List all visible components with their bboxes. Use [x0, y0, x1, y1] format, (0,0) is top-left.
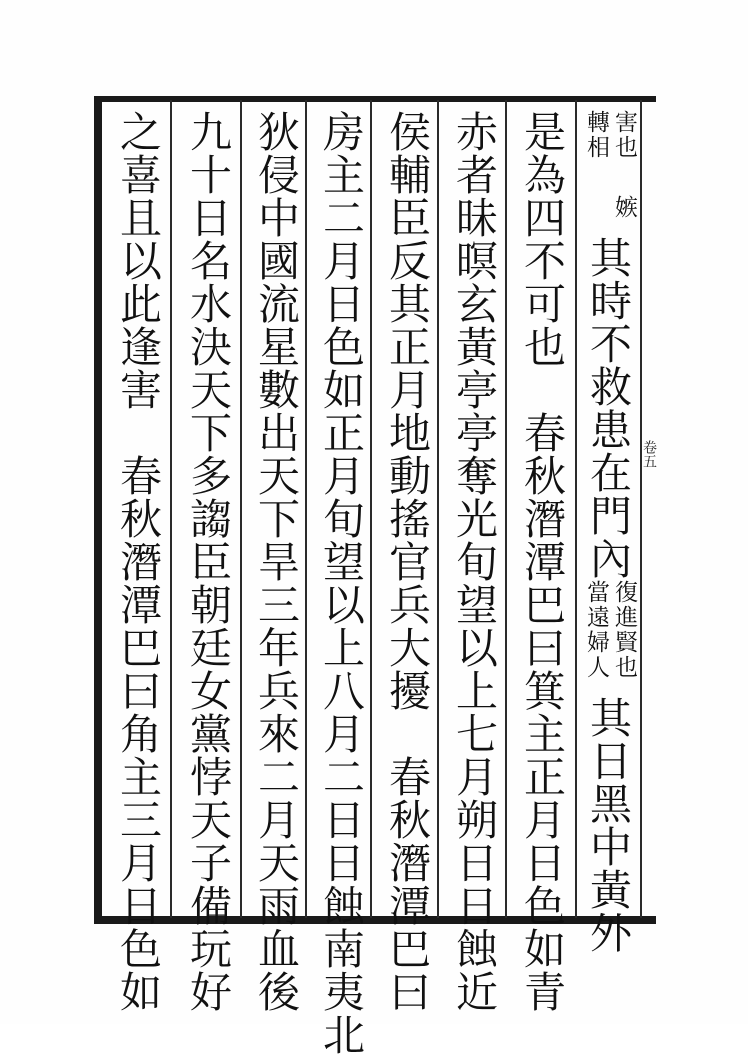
note-column: 嫉 [611, 195, 637, 220]
interlinear-note [610, 176, 638, 236]
column-rule [170, 100, 172, 918]
juan-label: 卷五 [641, 440, 657, 468]
text-column-1 [576, 110, 638, 954]
column-text: 赤者昧暝玄黃亭亭奪光旬望以上七月朔日日蝕近 [450, 110, 499, 1013]
column-text: 春秋潛潭巴曰角主三月日色如 [114, 411, 163, 1013]
note-column: 當遠婦人 [583, 580, 609, 680]
column-text: 侯輔臣反其正月地動搖官兵大擾 [383, 110, 432, 712]
column-text: 狄侵中國流星數出天下旱三年兵來二月天雨血後 [252, 110, 301, 1013]
column-text: 其時不救患在門內 [584, 236, 633, 580]
column-text: 房主二月日色如正月旬望以上八月二日日蝕南夷北 [317, 110, 366, 1056]
text-column-4 [375, 110, 437, 1013]
note-column: 害也 [611, 110, 637, 160]
column-text: 是為四不可也 [518, 110, 567, 368]
page-margin-strip [640, 100, 660, 918]
note-column: 復進賢也 [611, 580, 637, 680]
frame-left-border [94, 96, 102, 924]
interlinear-note [582, 110, 638, 176]
text-column-8 [106, 110, 168, 1013]
text-column-5 [309, 110, 371, 1056]
column-text: 九十日名水決天下多謅臣朝廷女黨悖天子備玩好 [184, 110, 233, 1013]
text-column-6 [244, 110, 306, 1013]
frame-top-border [96, 96, 656, 102]
note-column: 轉相 [583, 110, 609, 160]
column-rule [437, 100, 439, 918]
frame-bottom-border [96, 916, 656, 924]
interlinear-note [582, 580, 638, 696]
column-text: 其日黑中黃外 [584, 696, 633, 954]
text-column-7 [176, 110, 238, 1013]
column-text: 之喜且以此逢害 [114, 110, 163, 411]
column-text: 春秋潛潭巴曰 [383, 712, 432, 1013]
column-rule [505, 100, 507, 918]
text-column-3 [442, 110, 504, 1013]
column-rule [240, 100, 242, 918]
text-column-2 [510, 110, 572, 1013]
column-text: 春秋潛潭巴曰箕主正月日色如青 [518, 368, 567, 1013]
